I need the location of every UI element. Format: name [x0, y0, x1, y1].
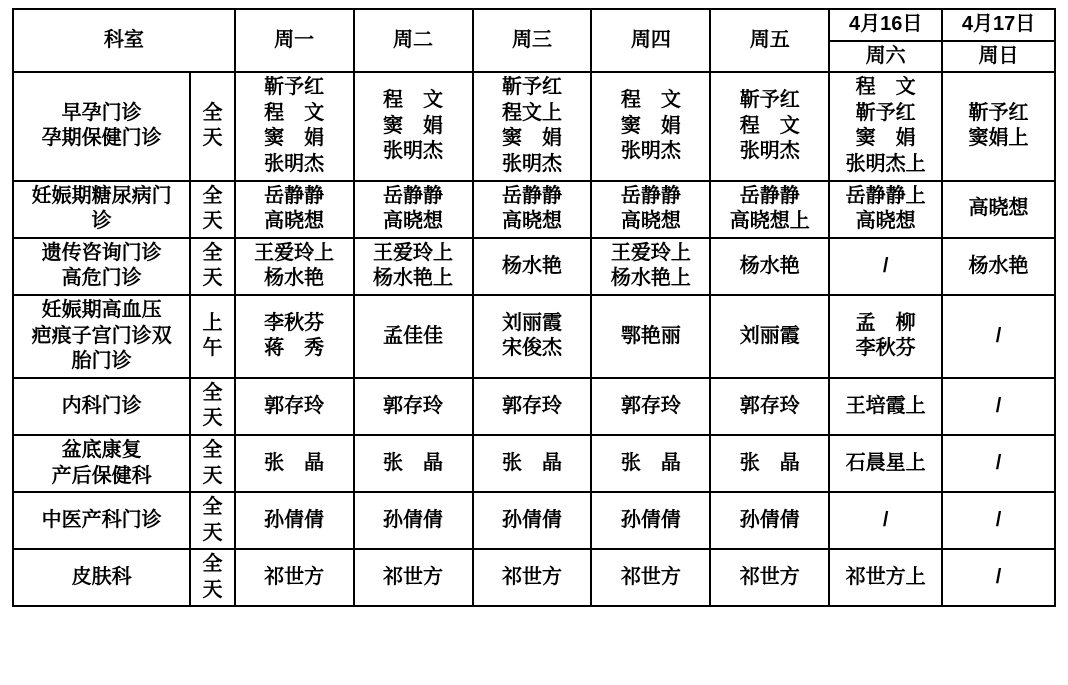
doctor-cell-r6-c6: [829, 435, 942, 492]
department-name-4: [13, 295, 190, 378]
header-day-5: 周五: [710, 9, 829, 72]
text-line: 天: [202, 210, 223, 233]
doctor-cell-r6-c1: [235, 435, 354, 492]
doctor-cell-r3-c2: [354, 238, 473, 295]
text-line: 孙倩倩: [383, 508, 444, 531]
text-line: 宋俊杰: [501, 337, 562, 360]
text-line: 遗传咨询门诊: [41, 241, 162, 264]
text-line: 程 文: [383, 88, 444, 111]
text-line: 程 文: [739, 114, 800, 137]
text-line: 岳静静上: [845, 184, 926, 207]
department-name-5: [13, 378, 190, 435]
header-weekend-date-2: 4月17日: [942, 9, 1055, 41]
text-line: 窦 娟: [383, 114, 444, 137]
header-day-3: 周三: [473, 9, 592, 72]
text-line: 高晓想: [620, 210, 681, 233]
text-line: 郭存玲: [739, 394, 800, 417]
doctor-cell-r7-c3: [473, 492, 592, 549]
text-line: 岳静静: [383, 184, 444, 207]
text-line: 妊娠期糖尿病门: [31, 184, 172, 207]
text-line: 天: [202, 267, 223, 290]
text-line: 祁世方: [501, 566, 562, 589]
text-line: 刘丽霞: [501, 311, 562, 334]
text-line: 内科门诊: [61, 394, 142, 417]
text-line: 王爱玲上: [610, 241, 691, 264]
text-line: 程文上: [501, 101, 562, 124]
text-line: 孙倩倩: [620, 508, 681, 531]
text-line: 王培霞上: [845, 394, 926, 417]
text-line: 中医产科门诊: [41, 508, 162, 531]
text-line: 产后保健科: [51, 464, 152, 487]
text-line: 孟 柳: [855, 311, 916, 334]
text-line: 杨水艳上: [610, 267, 691, 290]
doctor-cell-r2-c6: [829, 181, 942, 238]
text-line: 岳静静: [620, 184, 681, 207]
doctor-cell-r7-c1: [235, 492, 354, 549]
doctor-cell-r5-c1: [235, 378, 354, 435]
text-line: 刘丽霞: [739, 324, 800, 347]
header-day-1: 周一: [235, 9, 354, 72]
session-time-1: [190, 72, 234, 180]
doctor-cell-r1-c3: [473, 72, 592, 180]
text-line: 高晓想上: [729, 210, 810, 233]
doctor-cell-r1-c7: [942, 72, 1055, 180]
text-line: 张明杰: [501, 152, 562, 175]
text-line: 天: [202, 464, 223, 487]
doctor-cell-r5-c2: [354, 378, 473, 435]
clinic-schedule-table: [12, 8, 1056, 607]
text-line: 郭存玲: [383, 394, 444, 417]
text-line: 高晓想: [968, 197, 1029, 220]
header-weekend-day-2: 周日: [942, 41, 1055, 73]
text-line: 杨水艳: [264, 267, 325, 290]
doctor-cell-r5-c7: /: [942, 378, 1055, 435]
text-line: 皮肤科: [71, 566, 132, 589]
text-line: 窦 娟: [855, 127, 916, 150]
text-line: 岳静静: [501, 184, 562, 207]
text-line: 全: [202, 553, 223, 576]
department-name-6: [13, 435, 190, 492]
doctor-cell-r8-c2: [354, 549, 473, 606]
doctor-cell-r5-c3: [473, 378, 592, 435]
doctor-cell-r2-c1: [235, 181, 354, 238]
header-weekend-day-1: 周六: [829, 41, 942, 73]
text-line: 全: [202, 381, 223, 404]
text-line: 孙倩倩: [739, 508, 800, 531]
doctor-cell-r6-c3: [473, 435, 592, 492]
text-line: 靳予红: [855, 101, 916, 124]
text-line: 李秋芬: [264, 311, 325, 334]
text-line: 张 晶: [383, 451, 444, 474]
session-time-4: [190, 295, 234, 378]
text-line: 程 文: [264, 101, 325, 124]
text-line: 石晨星上: [845, 451, 926, 474]
text-line: 郭存玲: [264, 394, 325, 417]
text-line: 张明杰: [383, 140, 444, 163]
text-line: 高晓想: [383, 210, 444, 233]
text-line: 祁世方: [739, 566, 800, 589]
text-line: 张 晶: [264, 451, 325, 474]
text-line: 靳予红: [264, 76, 325, 99]
doctor-cell-r4-c3: [473, 295, 592, 378]
text-line: 早孕门诊: [61, 101, 142, 124]
table-row: [13, 295, 1055, 378]
text-line: 杨水艳: [968, 254, 1029, 277]
text-line: 全: [202, 496, 223, 519]
session-time-8: [190, 549, 234, 606]
department-name-1: [13, 72, 190, 180]
doctor-cell-r1-c5: [710, 72, 829, 180]
text-line: 诊: [91, 210, 112, 233]
session-time-5: [190, 378, 234, 435]
table-row: [13, 181, 1055, 238]
text-line: 张 晶: [620, 451, 681, 474]
table-row: [13, 435, 1055, 492]
text-line: 孟佳佳: [383, 324, 444, 347]
text-line: 蒋 秀: [264, 337, 325, 360]
doctor-cell-r4-c5: [710, 295, 829, 378]
text-line: 窦娟上: [968, 127, 1029, 150]
doctor-cell-r5-c5: [710, 378, 829, 435]
table-row: [13, 72, 1055, 180]
header-day-4: 周四: [591, 9, 710, 72]
text-line: 张明杰: [739, 140, 800, 163]
session-time-3: [190, 238, 234, 295]
doctor-cell-r2-c7: [942, 181, 1055, 238]
text-line: 岳静静: [739, 184, 800, 207]
text-line: 郭存玲: [501, 394, 562, 417]
doctor-cell-r8-c3: [473, 549, 592, 606]
department-name-8: [13, 549, 190, 606]
doctor-cell-r8-c7: /: [942, 549, 1055, 606]
doctor-cell-r2-c2: [354, 181, 473, 238]
text-line: 高晓想: [501, 210, 562, 233]
doctor-cell-r7-c4: [591, 492, 710, 549]
table-row: [13, 492, 1055, 549]
doctor-cell-r3-c4: [591, 238, 710, 295]
doctor-cell-r1-c4: [591, 72, 710, 180]
doctor-cell-r2-c4: [591, 181, 710, 238]
doctor-cell-r3-c5: [710, 238, 829, 295]
text-line: 胎门诊: [71, 350, 132, 373]
text-line: 孙倩倩: [501, 508, 562, 531]
text-line: 高危门诊: [61, 267, 142, 290]
text-line: 祁世方上: [845, 566, 926, 589]
doctor-cell-r4-c2: [354, 295, 473, 378]
text-line: 岳静静: [264, 184, 325, 207]
text-line: 窦 娟: [501, 127, 562, 150]
table-row: [13, 549, 1055, 606]
text-line: 全: [202, 241, 223, 264]
doctor-cell-r8-c5: [710, 549, 829, 606]
text-line: 李秋芬: [855, 337, 916, 360]
doctor-cell-r4-c7: /: [942, 295, 1055, 378]
text-line: 祁世方: [383, 566, 444, 589]
session-time-7: [190, 492, 234, 549]
text-line: 王爱玲上: [254, 241, 335, 264]
doctor-cell-r6-c5: [710, 435, 829, 492]
doctor-cell-r1-c2: [354, 72, 473, 180]
text-line: 孕期保健门诊: [41, 127, 162, 150]
text-line: 窦 娟: [620, 114, 681, 137]
text-line: 鄂艳丽: [620, 324, 681, 347]
doctor-cell-r3-c1: [235, 238, 354, 295]
text-line: 妊娠期高血压: [41, 298, 162, 321]
session-time-6: [190, 435, 234, 492]
text-line: 杨水艳上: [373, 267, 454, 290]
text-line: 杨水艳: [501, 254, 562, 277]
doctor-cell-r3-c3: [473, 238, 592, 295]
text-line: 孙倩倩: [264, 508, 325, 531]
text-line: 程 文: [855, 76, 916, 99]
doctor-cell-r1-c6: [829, 72, 942, 180]
text-line: 祁世方: [264, 566, 325, 589]
text-line: 张明杰: [264, 152, 325, 175]
doctor-cell-r2-c5: [710, 181, 829, 238]
doctor-cell-r6-c2: [354, 435, 473, 492]
department-name-7: [13, 492, 190, 549]
doctor-cell-r3-c7: [942, 238, 1055, 295]
text-line: 张明杰上: [845, 152, 926, 175]
text-line: 靳予红: [739, 88, 800, 111]
doctor-cell-r7-c6: /: [829, 492, 942, 549]
text-line: 祁世方: [620, 566, 681, 589]
doctor-cell-r4-c1: [235, 295, 354, 378]
text-line: 王爱玲上: [373, 241, 454, 264]
doctor-cell-r8-c4: [591, 549, 710, 606]
text-line: 疤痕子宫门诊双: [31, 324, 172, 347]
doctor-cell-r7-c7: /: [942, 492, 1055, 549]
header-day-2: 周二: [354, 9, 473, 72]
text-line: 高晓想: [264, 210, 325, 233]
table-row: [13, 238, 1055, 295]
doctor-cell-r6-c7: /: [942, 435, 1055, 492]
doctor-cell-r2-c3: [473, 181, 592, 238]
text-line: 郭存玲: [620, 394, 681, 417]
header-department: 科室: [13, 9, 235, 72]
header-row-primary: [13, 9, 1055, 41]
doctor-cell-r8-c1: [235, 549, 354, 606]
text-line: 全: [202, 101, 223, 124]
text-line: 杨水艳: [739, 254, 800, 277]
text-line: 靳予红: [501, 76, 562, 99]
doctor-cell-r8-c6: [829, 549, 942, 606]
text-line: 张 晶: [739, 451, 800, 474]
doctor-cell-r1-c1: [235, 72, 354, 180]
text-line: 天: [202, 521, 223, 544]
text-line: 天: [202, 578, 223, 601]
department-name-2: [13, 181, 190, 238]
doctor-cell-r4-c6: [829, 295, 942, 378]
text-line: 上: [202, 311, 223, 334]
text-line: 天: [202, 407, 223, 430]
text-line: 盆底康复: [61, 438, 142, 461]
text-line: 张 晶: [501, 451, 562, 474]
doctor-cell-r4-c4: [591, 295, 710, 378]
text-line: 张明杰: [620, 140, 681, 163]
header-weekend-date-1: 4月16日: [829, 9, 942, 41]
text-line: 午: [202, 337, 223, 360]
text-line: 靳予红: [968, 101, 1029, 124]
text-line: 全: [202, 438, 223, 461]
doctor-cell-r7-c5: [710, 492, 829, 549]
text-line: 程 文: [620, 88, 681, 111]
doctor-cell-r7-c2: [354, 492, 473, 549]
text-line: 全: [202, 184, 223, 207]
session-time-2: [190, 181, 234, 238]
department-name-3: [13, 238, 190, 295]
doctor-cell-r5-c6: [829, 378, 942, 435]
text-line: 窦 娟: [264, 127, 325, 150]
doctor-cell-r6-c4: [591, 435, 710, 492]
doctor-cell-r5-c4: [591, 378, 710, 435]
text-line: 高晓想: [855, 210, 916, 233]
table-row: [13, 378, 1055, 435]
text-line: 天: [202, 127, 223, 150]
doctor-cell-r3-c6: /: [829, 238, 942, 295]
